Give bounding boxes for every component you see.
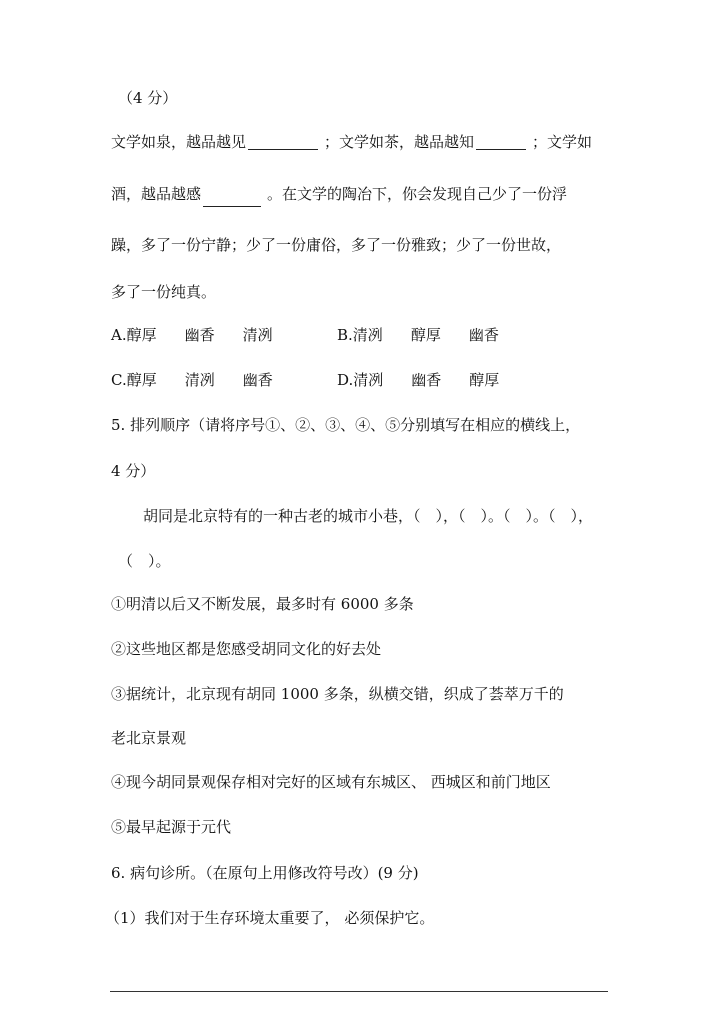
answer-blank-3[interactable] <box>203 188 261 207</box>
option-word: 醇厚 <box>126 371 157 389</box>
q4-paragraph-line-1 <box>111 131 592 153</box>
q5-item-2: ②这些地区都是您感受胡同文化的好去处 <box>111 640 382 658</box>
q5-item-1: ①明清以后又不断发展，最多时有 6000 多条 <box>111 595 414 613</box>
option-word: 清冽 <box>242 326 273 344</box>
option-letter: A. <box>111 326 127 344</box>
answer-blank-1[interactable] <box>248 131 318 150</box>
answer-blank-2[interactable] <box>476 131 526 150</box>
q4-options-row-2 <box>111 369 499 391</box>
option-word: 清冽 <box>353 371 384 389</box>
q4-text: ；文学如 <box>532 133 593 151</box>
option-word: 幽香 <box>184 326 215 344</box>
q5-stem-cont: （ ）。 <box>118 552 171 570</box>
option-letter: C. <box>111 371 127 389</box>
option-letter: B. <box>337 326 353 344</box>
q4-paragraph-line-3: 躁，多了一份宁静；少了一份庸俗，多了一份雅致；少了一份世故， <box>111 236 562 254</box>
option-letter: D. <box>337 371 354 389</box>
option-a[interactable] <box>111 324 337 346</box>
q5-title-cont: 4 分） <box>111 462 156 480</box>
q5-stem: 胡同是北京特有的一种古老的城市小巷，（ ），（ ）。（ ）。（ ）， <box>143 507 594 525</box>
option-d[interactable] <box>337 369 499 391</box>
q4-text: 文学如泉，越品越见 <box>111 133 247 151</box>
option-c[interactable] <box>111 369 337 391</box>
q5-title: 5. 排列顺序（请将序号①、②、③、④、⑤分别填写在相应的横线上， <box>111 416 581 434</box>
option-word: 醇厚 <box>410 326 441 344</box>
option-b[interactable] <box>337 324 499 346</box>
q5-item-5: ⑤最早起源于元代 <box>111 818 232 836</box>
option-word: 醇厚 <box>469 371 500 389</box>
q4-paragraph-line-4: 多了一份纯真。 <box>111 283 217 301</box>
option-word: 幽香 <box>411 371 442 389</box>
option-word: 幽香 <box>468 326 499 344</box>
q4-text: 。在文学的陶冶下，你会发现自己少了一份浮 <box>267 185 568 203</box>
q4-text: ；文学如茶，越品越知 <box>324 133 475 151</box>
option-word: 清冽 <box>352 326 383 344</box>
option-word: 清冽 <box>184 371 215 389</box>
q5-item-3: ③据统计，北京现有胡同 1000 多条，纵横交错，织成了荟萃万千的 <box>111 685 564 703</box>
q4-text: 酒，越品越感 <box>111 185 202 203</box>
q4-score: （4 分） <box>118 89 178 107</box>
q6-sentence-1: （1）我们对于生存环境太重要了， 必须保护它。 <box>105 909 435 927</box>
q4-paragraph-line-2 <box>111 183 567 207</box>
option-word: 醇厚 <box>126 326 157 344</box>
q5-item-3-cont: 老北京景观 <box>111 729 187 747</box>
q4-options-row-1 <box>111 324 499 346</box>
footer-divider <box>110 991 608 992</box>
q5-item-4: ④现今胡同景观保存相对完好的区域有东城区、 西城区和前门地区 <box>111 773 551 791</box>
option-word: 幽香 <box>242 371 273 389</box>
q6-title: 6. 病句诊所。（在原句上用修改符号改）(9 分) <box>111 864 419 882</box>
